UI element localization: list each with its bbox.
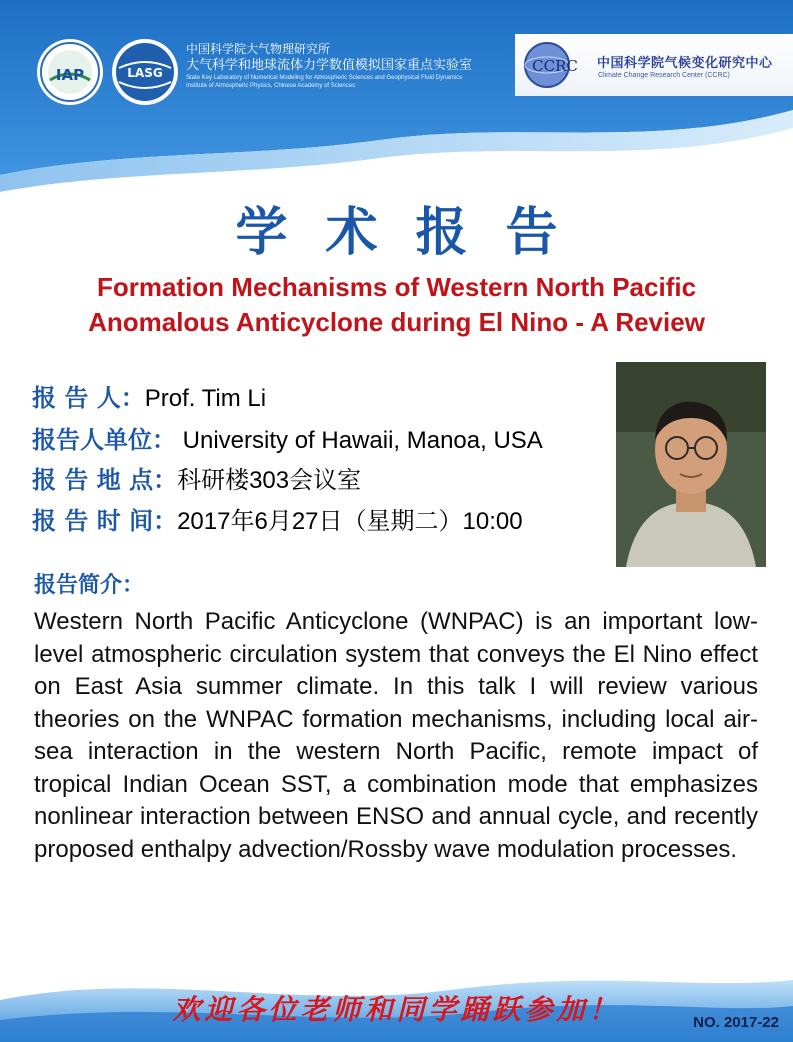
welcome-message: 欢迎各位老师和同学踊跃参加！ xyxy=(172,993,621,1026)
ccrc-name-cn: 中国科学院气候变化研究中心 xyxy=(597,56,773,71)
speaker-value: Prof. Tim Li xyxy=(144,385,267,412)
talk-title-line-1: Formation Mechanisms of Western North Pacific xyxy=(96,272,697,302)
affiliation-row xyxy=(32,420,543,455)
time-value: 2017年6月27日（星期二）10:00 xyxy=(177,508,523,535)
venue-value: 科研楼303会议室 xyxy=(177,467,362,494)
svg-text:CCRC: CCRC xyxy=(532,57,578,75)
talk-title xyxy=(20,270,773,340)
abstract-label: 报告简介： xyxy=(34,573,145,598)
speaker-label: 报 告 人： xyxy=(32,384,145,412)
footer-banner xyxy=(0,960,793,1042)
abstract-text: Western North Pacific Anticyclone (WNPAC) is an important low-level atmospheric circulation system that conveys the El Nino effect on East Asia summer climate. In this talk I will review various theories on the WNPAC formation mechanisms, including local air-sea interaction in the western North Pacific, remote impact of tropical Indian Ocean SST, a combination mode that emphasizes nonlinear interaction between ENSO and annual cycle, and recently proposed enthalpy advection/Rossby wave modulation processes. xyxy=(34,608,758,863)
page-title: 学术报告 xyxy=(235,202,596,263)
talk-title-line-2: Anomalous Anticyclone during El Nino - A Review xyxy=(88,307,705,337)
lab-name-cn: 大气科学和地球流体力学数值模拟国家重点实验室 xyxy=(186,58,473,73)
venue-row xyxy=(32,460,361,495)
header-banner xyxy=(0,0,793,200)
ccrc-name-en: Climate Change Research Center (CCRC) xyxy=(598,72,730,79)
speaker-row xyxy=(32,378,266,413)
institution-names xyxy=(186,42,472,90)
time-label: 报 告 时 间： xyxy=(32,507,178,535)
svg-text:IAP: IAP xyxy=(55,66,85,84)
institute-name-cn: 中国科学院大气物理研究所 xyxy=(186,42,331,56)
affiliation-value: University of Hawaii, Manoa, USA xyxy=(176,427,543,454)
lasg-logo xyxy=(111,38,179,106)
notice-number: NO. 2017-22 xyxy=(693,1014,779,1031)
svg-text:LASG: LASG xyxy=(127,66,163,80)
affiliation-label: 报告人单位： xyxy=(32,426,176,454)
ccrc-globe-logo xyxy=(521,40,591,90)
iap-logo xyxy=(36,38,104,106)
venue-label: 报 告 地 点： xyxy=(32,466,178,494)
lab-name-en: State Key Laboratory of Numerical Modeling for Atmospheric Sciences and Geophysical Fluid Dynamics xyxy=(186,75,463,81)
speaker-portrait xyxy=(616,362,766,567)
ccrc-banner xyxy=(515,34,793,96)
speaker-photo xyxy=(616,362,766,567)
time-row xyxy=(32,501,523,536)
institute-name-en: Institute of Atmospheric Physics, Chinese Academy of Sciences xyxy=(186,83,356,89)
